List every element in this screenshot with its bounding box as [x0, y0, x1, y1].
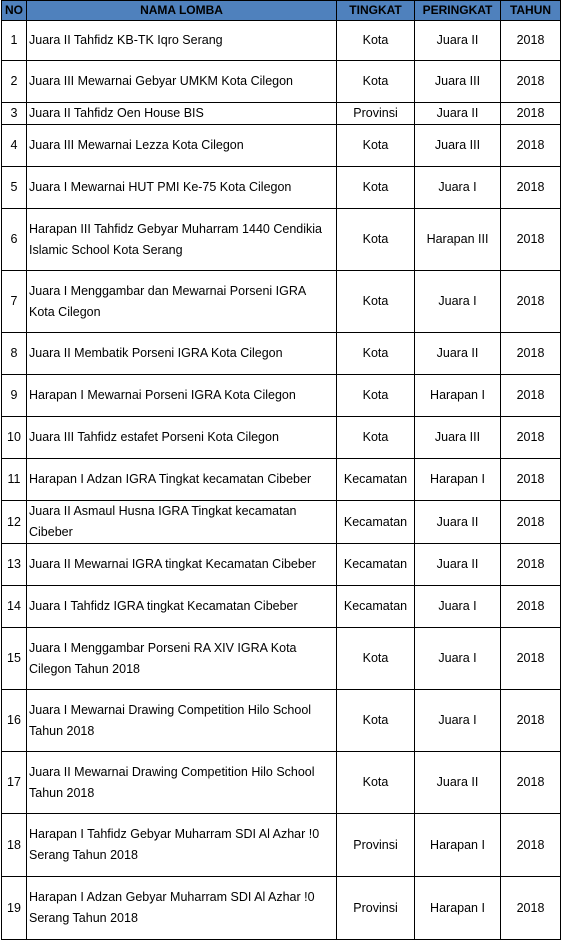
cell-peringkat: Harapan III: [415, 209, 501, 271]
cell-nama-lomba: Harapan I Adzan Gebyar Muharram SDI Al Azhar !0 Serang Tahun 2018: [27, 877, 337, 940]
cell-nama-lomba: Juara I Tahfidz IGRA tingkat Kecamatan Cibeber: [27, 586, 337, 628]
cell-peringkat: Juara I: [415, 167, 501, 209]
cell-tahun: 2018: [501, 501, 561, 544]
cell-tahun: 2018: [501, 21, 561, 61]
header-tingkat: TINGKAT: [337, 1, 415, 21]
cell-peringkat: Juara I: [415, 690, 501, 752]
cell-no: 6: [2, 209, 27, 271]
cell-nama-lomba: Harapan I Mewarnai Porseni IGRA Kota Cilegon: [27, 375, 337, 417]
cell-peringkat: Harapan I: [415, 814, 501, 877]
cell-nama-lomba: Harapan I Tahfidz Gebyar Muharram SDI Al Azhar !0 Serang Tahun 2018: [27, 814, 337, 877]
cell-tahun: 2018: [501, 103, 561, 125]
cell-tahun: 2018: [501, 877, 561, 940]
header-peringkat: PERINGKAT: [415, 1, 501, 21]
cell-tingkat: Kota: [337, 375, 415, 417]
cell-nama-lomba: Harapan I Adzan IGRA Tingkat kecamatan Cibeber: [27, 459, 337, 501]
cell-nama-lomba: Juara I Menggambar dan Mewarnai Porseni IGRA Kota Cilegon: [27, 271, 337, 333]
table-row: [2, 61, 561, 103]
cell-peringkat: Harapan I: [415, 459, 501, 501]
cell-no: 10: [2, 417, 27, 459]
cell-tingkat: Provinsi: [337, 877, 415, 940]
cell-no: 17: [2, 752, 27, 814]
cell-no: 18: [2, 814, 27, 877]
cell-tingkat: Kota: [337, 752, 415, 814]
cell-tahun: 2018: [501, 459, 561, 501]
cell-no: 9: [2, 375, 27, 417]
cell-tingkat: Provinsi: [337, 814, 415, 877]
table-row: [2, 21, 561, 61]
cell-peringkat: Harapan I: [415, 877, 501, 940]
table-row: [2, 333, 561, 375]
cell-nama-lomba: Harapan III Tahfidz Gebyar Muharram 1440 Cendikia Islamic School Kota Serang: [27, 209, 337, 271]
table-row: [2, 501, 561, 544]
cell-nama-lomba: Juara II Tahfidz Oen House BIS: [27, 103, 337, 125]
cell-nama-lomba: Juara III Mewarnai Lezza Kota Cilegon: [27, 125, 337, 167]
cell-nama-lomba: Juara II Tahfidz KB-TK Iqro Serang: [27, 21, 337, 61]
cell-tahun: 2018: [501, 628, 561, 690]
cell-peringkat: Juara II: [415, 544, 501, 586]
cell-tahun: 2018: [501, 125, 561, 167]
cell-no: 4: [2, 125, 27, 167]
table-row: [2, 814, 561, 877]
cell-no: 13: [2, 544, 27, 586]
cell-peringkat: Juara I: [415, 586, 501, 628]
cell-nama-lomba: Juara I Menggambar Porseni RA XIV IGRA Kota Cilegon Tahun 2018: [27, 628, 337, 690]
cell-peringkat: Juara I: [415, 628, 501, 690]
cell-tingkat: Kecamatan: [337, 544, 415, 586]
table-row: [2, 103, 561, 125]
cell-tingkat: Provinsi: [337, 103, 415, 125]
cell-tingkat: Kota: [337, 417, 415, 459]
cell-tahun: 2018: [501, 814, 561, 877]
header-nama-lomba: NAMA LOMBA: [27, 1, 337, 21]
cell-tingkat: Kota: [337, 628, 415, 690]
cell-tingkat: Kota: [337, 690, 415, 752]
cell-tingkat: Kota: [337, 21, 415, 61]
header-tahun: TAHUN: [501, 1, 561, 21]
cell-peringkat: Juara III: [415, 417, 501, 459]
table-row: [2, 417, 561, 459]
cell-nama-lomba: Juara I Mewarnai Drawing Competition Hilo School Tahun 2018: [27, 690, 337, 752]
cell-no: 7: [2, 271, 27, 333]
cell-no: 16: [2, 690, 27, 752]
cell-tahun: 2018: [501, 690, 561, 752]
cell-tahun: 2018: [501, 333, 561, 375]
cell-no: 8: [2, 333, 27, 375]
cell-peringkat: Juara II: [415, 21, 501, 61]
cell-peringkat: Juara III: [415, 125, 501, 167]
cell-nama-lomba: Juara II Membatik Porseni IGRA Kota Cilegon: [27, 333, 337, 375]
cell-tingkat: Kota: [337, 271, 415, 333]
cell-no: 2: [2, 61, 27, 103]
cell-no: 12: [2, 501, 27, 544]
cell-peringkat: Harapan I: [415, 375, 501, 417]
cell-tingkat: Kota: [337, 333, 415, 375]
cell-nama-lomba: Juara I Mewarnai HUT PMI Ke-75 Kota Cilegon: [27, 167, 337, 209]
cell-nama-lomba: Juara II Asmaul Husna IGRA Tingkat kecamatan Cibeber: [27, 501, 337, 544]
cell-tahun: 2018: [501, 271, 561, 333]
cell-tahun: 2018: [501, 61, 561, 103]
cell-tingkat: Kecamatan: [337, 459, 415, 501]
cell-tahun: 2018: [501, 752, 561, 814]
cell-no: 14: [2, 586, 27, 628]
cell-peringkat: Juara III: [415, 61, 501, 103]
cell-tahun: 2018: [501, 417, 561, 459]
cell-tahun: 2018: [501, 375, 561, 417]
cell-tahun: 2018: [501, 544, 561, 586]
cell-tahun: 2018: [501, 586, 561, 628]
cell-no: 19: [2, 877, 27, 940]
cell-peringkat: Juara II: [415, 501, 501, 544]
table-row: [2, 752, 561, 814]
cell-tingkat: Kota: [337, 209, 415, 271]
cell-tingkat: Kota: [337, 61, 415, 103]
cell-peringkat: Juara II: [415, 333, 501, 375]
cell-nama-lomba: Juara II Mewarnai IGRA tingkat Kecamatan Cibeber: [27, 544, 337, 586]
cell-nama-lomba: Juara II Mewarnai Drawing Competition Hilo School Tahun 2018: [27, 752, 337, 814]
table-row: [2, 271, 561, 333]
header-row: [2, 1, 561, 21]
competition-table: [1, 0, 561, 940]
cell-no: 11: [2, 459, 27, 501]
header-no: NO: [2, 1, 27, 21]
cell-tahun: 2018: [501, 209, 561, 271]
cell-peringkat: Juara I: [415, 271, 501, 333]
cell-no: 15: [2, 628, 27, 690]
table-row: [2, 690, 561, 752]
table-row: [2, 209, 561, 271]
cell-no: 1: [2, 21, 27, 61]
cell-no: 3: [2, 103, 27, 125]
table-row: [2, 459, 561, 501]
cell-peringkat: Juara II: [415, 752, 501, 814]
cell-tingkat: Kecamatan: [337, 586, 415, 628]
table-row: [2, 125, 561, 167]
cell-no: 5: [2, 167, 27, 209]
cell-peringkat: Juara II: [415, 103, 501, 125]
table-row: [2, 375, 561, 417]
cell-tingkat: Kota: [337, 167, 415, 209]
table-row: [2, 877, 561, 940]
cell-tingkat: Kecamatan: [337, 501, 415, 544]
table-row: [2, 167, 561, 209]
table-row: [2, 586, 561, 628]
cell-nama-lomba: Juara III Mewarnai Gebyar UMKM Kota Cilegon: [27, 61, 337, 103]
cell-tahun: 2018: [501, 167, 561, 209]
table-row: [2, 628, 561, 690]
cell-nama-lomba: Juara III Tahfidz estafet Porseni Kota Cilegon: [27, 417, 337, 459]
cell-tingkat: Kota: [337, 125, 415, 167]
table-row: [2, 544, 561, 586]
